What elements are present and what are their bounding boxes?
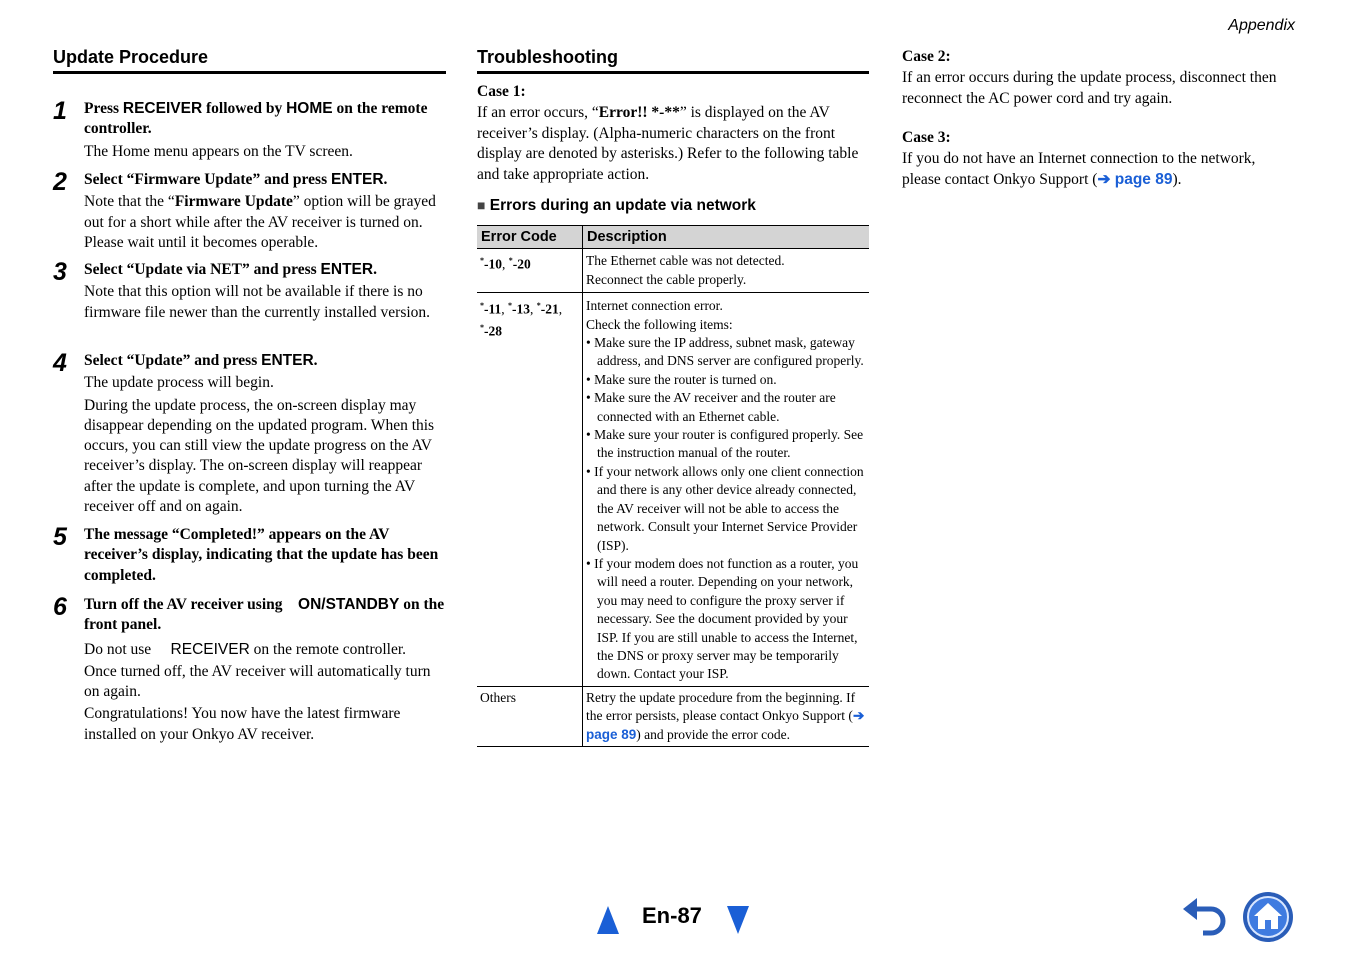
description-cell: The Ethernet cable was not detected. Reconnect the cable properly.	[583, 249, 870, 293]
back-arrow-icon[interactable]	[1181, 895, 1229, 942]
case-1	[477, 83, 869, 185]
case-title: Case 1:	[477, 83, 526, 100]
column-header: Error Code	[477, 226, 583, 249]
section-label: Appendix	[1228, 17, 1295, 34]
step-text: The Home menu appears on the TV screen.	[84, 142, 353, 160]
step-text: Note that the “Firmware Update” option will be grayed out for a short while after the AV receiver is turned on. Please wait until it becomes operable.	[84, 193, 436, 251]
page-89-link[interactable]: ➔ page 89	[586, 708, 865, 742]
step-5	[53, 525, 446, 586]
error-code-cell: *-10, *-20	[477, 249, 583, 293]
list-item: • If your modem does not function as a router, you will need a router. Depending on your network, you may need to configure the proxy server if necessary. See the document provided by your ISP. If you are still unable to access the Internet, the DNS or proxy server may be temporarily down. Contact your ISP.	[586, 555, 859, 682]
step-title: Turn off the AV receiver using ON/STANDBY on the front panel.	[84, 596, 445, 634]
list-item: • Make sure the router is turned on.	[586, 371, 777, 387]
table-row	[477, 293, 869, 687]
step-text: Do not use RECEIVER on the remote controller.	[84, 640, 407, 658]
case-text: If you do not have an Internet connection to the network, please contact Onkyo Support (➔ page 89).	[902, 150, 1256, 188]
step-4	[53, 351, 446, 517]
step-number: 5	[53, 523, 67, 551]
step-text: The update process will begin.	[84, 374, 274, 392]
list-item: • Make sure your router is configured properly. See the instruction manual of the router.	[586, 427, 864, 461]
home-icon[interactable]	[1241, 890, 1295, 949]
step-title: Select “Firmware Update” and press ENTER.	[84, 171, 388, 188]
step-text: Once turned off, the AV receiver will automatically turn on again.	[84, 662, 431, 701]
troubleshooting-heading: Troubleshooting	[477, 47, 869, 74]
table-heading: ■ Errors during an update via network	[477, 197, 756, 214]
case-2	[902, 48, 1297, 109]
step-1	[53, 99, 446, 162]
table-row	[477, 686, 869, 746]
error-code-cell: Others	[477, 686, 583, 746]
step-text: During the update process, the on-screen display may disappear depending on the updated program. When this occurs, you can still view the update progress on the AV receiver’s display. The on-screen display will reappear after the update is complete, and upon turning the AV receiver off and on again.	[84, 396, 435, 516]
table-row	[477, 249, 869, 293]
case-title: Case 2:	[902, 48, 951, 65]
step-text: Note that this option will not be available if there is no firmware file newer than the currently installed version.	[84, 283, 431, 321]
step-6	[53, 595, 446, 745]
page-89-link[interactable]: ➔ page 89	[1097, 170, 1173, 188]
step-title: The message “Completed!” appears on the AV receiver’s display, indicating that the update has been completed.	[84, 526, 439, 584]
column-header: Description	[583, 226, 870, 249]
step-number: 6	[53, 593, 67, 621]
list-item: • Make sure the IP address, subnet mask, gateway address, and DNS server are configured properly.	[586, 335, 864, 369]
step-number: 1	[53, 97, 67, 125]
down-triangle-icon[interactable]	[727, 906, 749, 939]
description-cell: Internet connection error. Check the following items: • Make sure the IP address, subnet mask, gateway address, and DNS server are configured properly. • Make sure the router is turned on. • Make sure the AV receiver and the router are connected with an Ethernet cable. • Make sure your router is configured properly. See the instruction manual of the router. • If your network allows only one client connection and there is any other device already connected, the AV receiver will not be able to access the network. Consult your Internet Service Provider (ISP). • If your modem does not function as a router, you will need a router. Depending on your network, you may need to configure the proxy server if necessary. See the document provided by your ISP. If you are still unable to access the Internet, the DNS or proxy server may be temporarily down. Contact your ISP.	[583, 293, 870, 687]
error-code-cell: *-11, *-13, *-21, *-28	[477, 293, 583, 687]
step-title: Select “Update” and press ENTER.	[84, 352, 318, 369]
step-title: Press RECEIVER followed by HOME on the remote controller.	[84, 100, 428, 138]
step-number: 4	[53, 349, 67, 377]
description-cell: Retry the update procedure from the beginning. If the error persists, please contact Onkyo Support (➔ page 89) and provide the error code.	[583, 686, 870, 746]
case-title: Case 3:	[902, 129, 951, 146]
table-header-row	[477, 226, 869, 249]
list-item: • Make sure the AV receiver and the router are connected with an Ethernet cable.	[586, 390, 836, 424]
case-3	[902, 129, 1297, 190]
update-procedure-heading: Update Procedure	[53, 47, 446, 74]
list-item: • If your network allows only one client connection and there is any other device already connected, the AV receiver will not be able to access the network. Consult your Internet Service Provider (ISP).	[586, 463, 864, 553]
square-bullet-icon: ■	[477, 197, 486, 213]
step-2	[53, 170, 446, 253]
step-number: 2	[53, 168, 67, 196]
step-text: Congratulations! You now have the latest firmware installed on your Onkyo AV receiver.	[84, 705, 401, 743]
up-triangle-icon[interactable]	[597, 906, 619, 939]
page-number: En-87	[642, 903, 702, 928]
case-text: If an error occurs during the update process, disconnect then reconnect the AC power cord and try again.	[902, 69, 1277, 107]
step-number: 3	[53, 258, 67, 286]
step-3	[53, 260, 446, 323]
error-table	[477, 225, 869, 747]
step-title: Select “Update via NET” and press ENTER.	[84, 261, 377, 278]
case-text: If an error occurs, “Error!! *-**” is displayed on the AV receiver’s display. (Alpha-numeric characters on the front display are denoted by asterisks.) Refer to the following table and take appropriate action.	[477, 104, 859, 183]
